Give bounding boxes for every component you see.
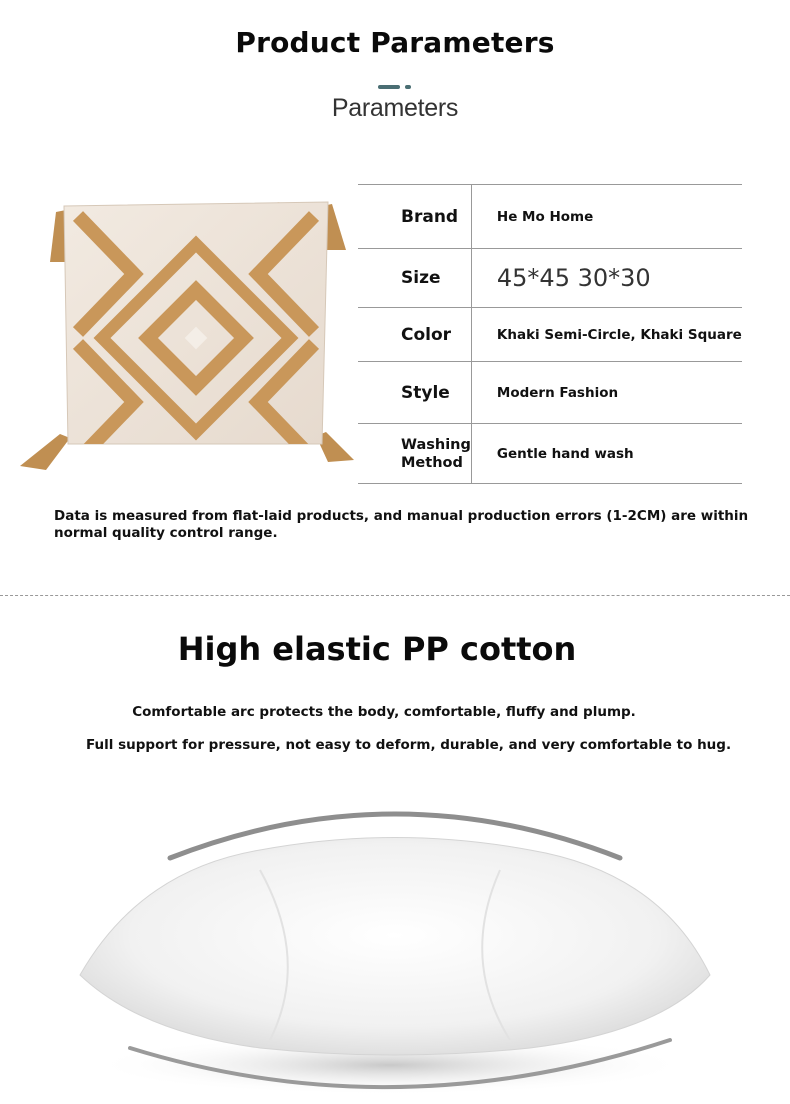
param-value: 45*45 30*30 [471, 249, 741, 308]
param-row-washing [358, 424, 742, 484]
parameters-table [358, 184, 742, 484]
page-title: Product Parameters [235, 26, 555, 59]
param-value: Gentle hand wash [471, 424, 741, 484]
section-title: High elastic PP cotton [177, 630, 577, 668]
param-value: Khaki Semi-Circle, Khaki Square [471, 308, 741, 362]
param-label: Style [358, 362, 471, 424]
param-label: Size [358, 249, 471, 308]
param-label-line: Method [401, 454, 463, 471]
param-label: Brand [358, 185, 471, 249]
param-row-style [358, 362, 742, 424]
param-row-color [358, 308, 742, 362]
param-label-line: Washing [401, 436, 471, 453]
param-row-size [358, 249, 742, 308]
param-value: Modern Fashion [471, 362, 741, 424]
pillow-insert-image [60, 800, 730, 1100]
section-description-2: Full support for pressure, not easy to deform, durable, and very comfortable to hug. [86, 737, 732, 753]
section-divider [0, 595, 790, 596]
param-label: Color [358, 308, 471, 362]
param-row-brand [358, 185, 742, 249]
cushion-product-image [16, 198, 358, 474]
section-subtitle: Parameters [331, 94, 459, 122]
param-label [358, 424, 471, 484]
param-value: He Mo Home [471, 185, 741, 249]
measurement-note: Data is measured from flat-laid products, and manual production errors (1-2CM) are within normal quality control range. [54, 508, 749, 541]
section-description-1: Comfortable arc protects the body, comfortable, fluffy and plump. [132, 704, 636, 720]
title-accent-bar [378, 85, 400, 89]
title-accent-dot [405, 85, 411, 89]
